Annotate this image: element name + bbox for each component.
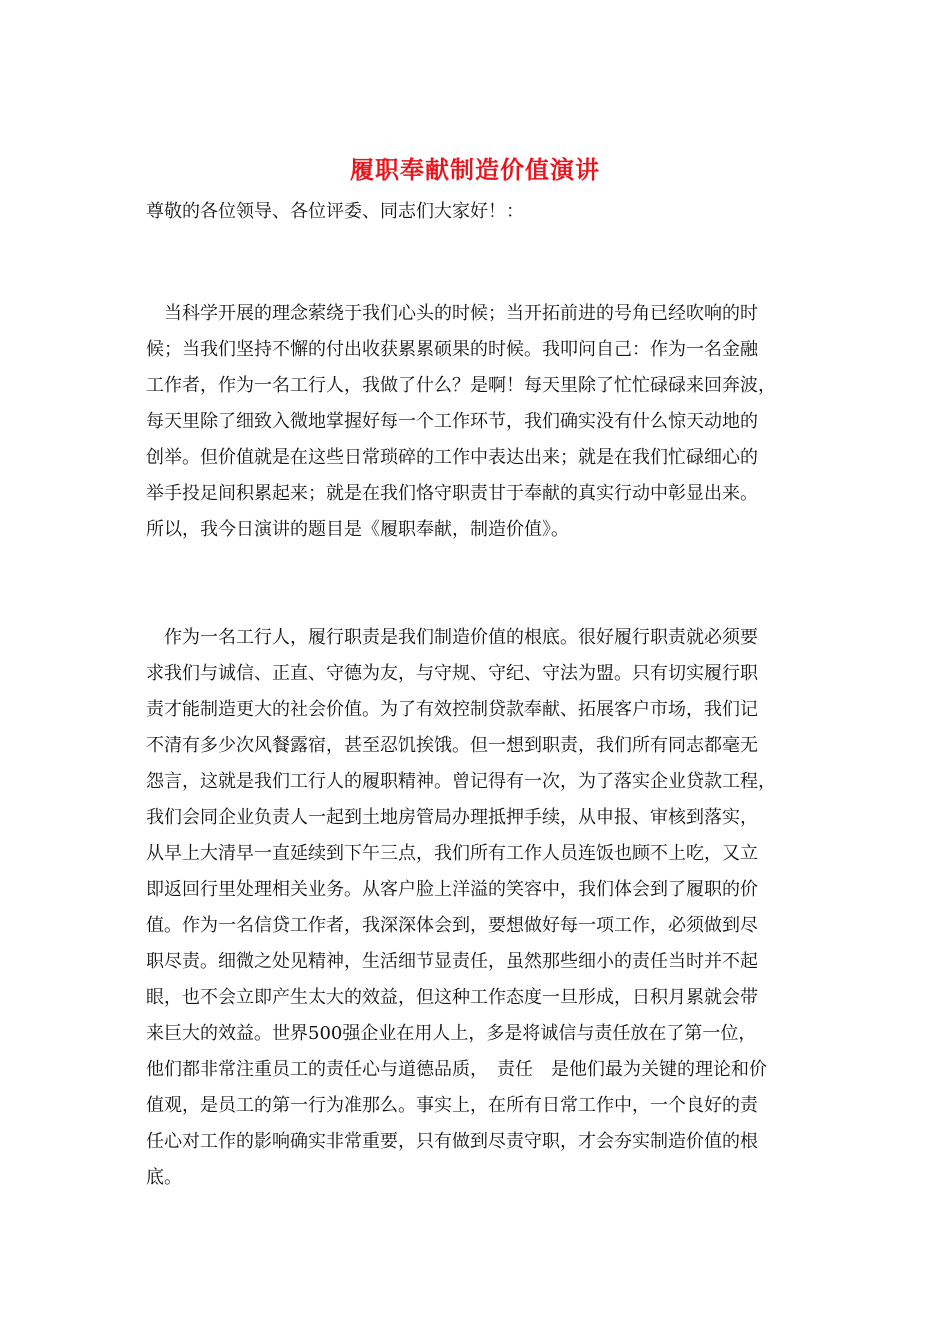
paragraph-line: 作为一名工行人，履行职责是我们制造价值的根底。很好履行职责就必须要 — [146, 627, 758, 648]
paragraph-line: 值。作为一名信贷工作者，我深深体会到，要想做好每一项工作，必须做到尽 — [146, 915, 758, 936]
paragraph-line: 所以，我今日演讲的题目是《履职奉献，制造价值》。 — [146, 519, 569, 540]
paragraph-line: 求我们与诚信、正直、守德为友，与守规、守纪、守法为盟。只有切实履行职 — [146, 663, 758, 684]
paragraph-line: 责才能制造更大的社会价值。为了有效控制贷款奉献、拓展客户市场，我们记 — [146, 699, 758, 720]
document-title: 履职奉献制造价值演讲 — [350, 155, 600, 184]
paragraph-line: 创举。但价值就是在这些日常琐碎的工作中表达出来；就是在我们忙碌细心的 — [146, 447, 758, 468]
paragraph-line: 怨言，这就是我们工行人的履职精神。曾记得有一次，为了落实企业贷款工程， — [146, 771, 776, 792]
paragraph-line: 眼，也不会立即产生太大的效益，但这种工作态度一旦形成，日积月累就会带 — [146, 987, 758, 1008]
paragraph-line: 任心对工作的影响确实非常重要，只有做到尽责守职，才会夯实制造价值的根 — [146, 1131, 758, 1152]
paragraph-line: 从早上大清早一直延续到下午三点，我们所有工作人员连饭也顾不上吃，又立 — [146, 843, 758, 864]
paragraph-line: 来巨大的效益。世界500强企业在用人上，多是将诚信与责任放在了第一位， — [146, 1023, 757, 1044]
paragraph-line: 当科学开展的理念萦绕于我们心头的时候；当开拓前进的号角已经吹响的时 — [146, 303, 758, 324]
paragraph-1 — [146, 296, 806, 548]
paragraph-line: 职尽责。细微之处见精神，生活细节显责任，虽然那些细小的责任当时并不起 — [146, 951, 758, 972]
paragraph-2 — [146, 620, 806, 1196]
paragraph-line: 即返回行里处理相关业务。从客户脸上洋溢的笑容中，我们体会到了履职的价 — [146, 879, 758, 900]
paragraph-line: 我们会同企业负责人一起到土地房管局办理抵押手续，从申报、审核到落实， — [146, 807, 758, 828]
paragraph-line: 每天里除了细致入微地掌握好每一个工作环节，我们确实没有什么惊天动地的 — [146, 411, 758, 432]
paragraph-line: 值观，是员工的第一行为准那么。事实上，在所有日常工作中，一个良好的责 — [146, 1095, 758, 1116]
paragraph-line: 他们都非常注重员工的责任心与道德品质， 责任 是他们最为关键的理论和价 — [146, 1059, 767, 1080]
paragraph-line: 不清有多少次风餐露宿，甚至忍饥挨饿。但一想到职责，我们所有同志都毫无 — [146, 735, 758, 756]
paragraph-line: 举手投足间积累起来；就是在我们恪守职责甘于奉献的真实行动中彰显出来。 — [146, 483, 758, 504]
greeting-line: 尊敬的各位领导、各位评委、同志们大家好！： — [146, 201, 524, 222]
paragraph-line: 工作者，作为一名工行人，我做了什么？是啊！每天里除了忙忙碌碌来回奔波， — [146, 375, 776, 396]
paragraph-line: 候；当我们坚持不懈的付出收获累累硕果的时候。我叩问自己：作为一名金融 — [146, 339, 758, 360]
paragraph-line: 底。 — [146, 1167, 182, 1188]
